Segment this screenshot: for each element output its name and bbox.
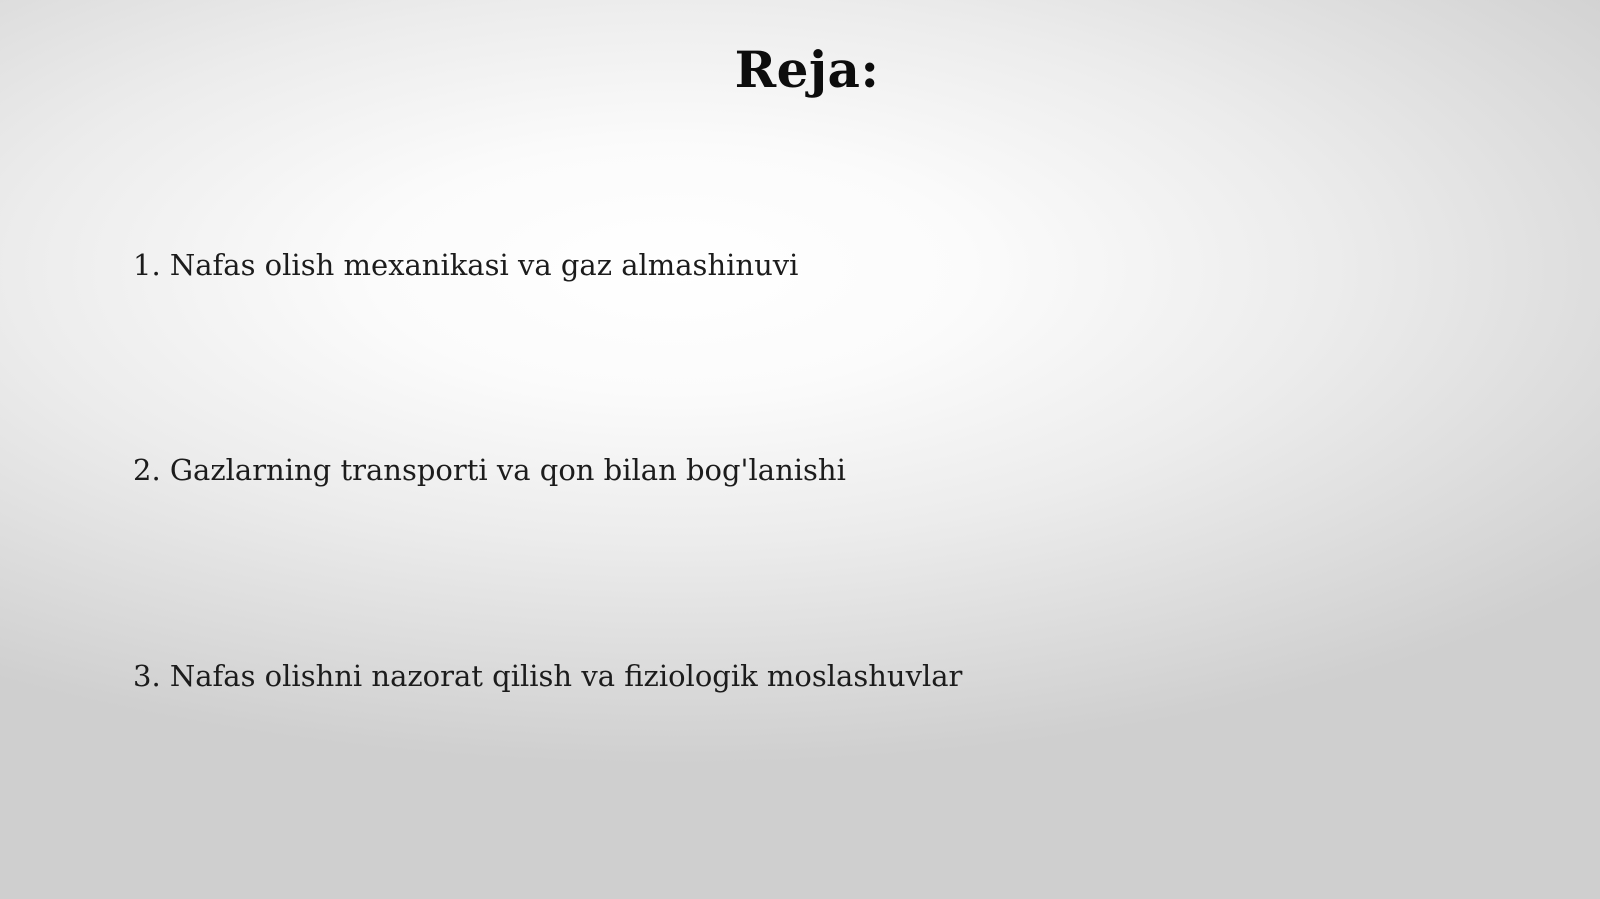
list-item bbox=[133, 659, 962, 693]
item-number: 1. bbox=[133, 248, 161, 282]
item-number: 2. bbox=[133, 453, 161, 487]
item-text: Nafas olish mexanikasi va gaz almashinuvi bbox=[169, 248, 799, 282]
item-text: Gazlarning transporti va qon bilan bog'lanishi bbox=[169, 453, 846, 487]
list-item bbox=[133, 453, 846, 487]
list-item bbox=[133, 248, 798, 282]
item-text: Nafas olishni nazorat qilish va fiziologik moslashuvlar bbox=[169, 659, 963, 693]
slide-title: Reja: bbox=[734, 40, 880, 99]
item-number: 3. bbox=[133, 659, 161, 693]
